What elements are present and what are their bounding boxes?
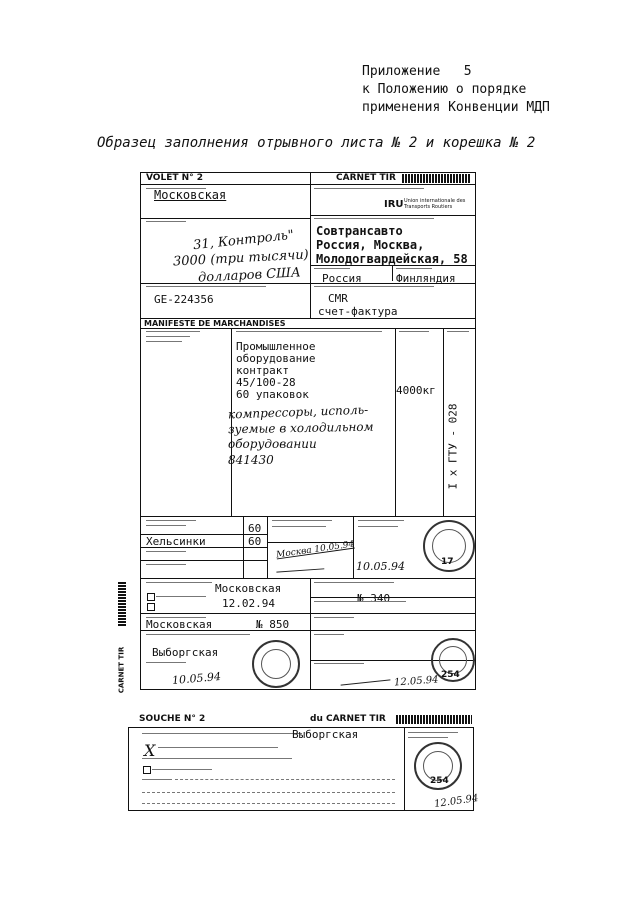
manifest-header: MANIFESTE DE MARCHANDISES	[144, 319, 286, 328]
exit-date-2: 12.05.94	[393, 674, 439, 689]
control-office-2: Московская	[146, 618, 213, 631]
goods-line-2: оборудование	[236, 352, 316, 365]
carnet-number-barcode	[402, 174, 470, 183]
document-title: Образец заполнения отрывного листа № 2 и корешка № 2	[97, 135, 536, 151]
country-departure: Россия	[322, 272, 362, 285]
gross-weight: 4000кг	[396, 384, 436, 397]
exit-date: 10.05.94	[171, 669, 222, 688]
side-barcode	[118, 582, 126, 626]
iru-logo: IRU	[384, 199, 404, 210]
iru-name: Union internationale des Transports Routiers	[404, 198, 466, 210]
signature-date-1: 10.05.94	[356, 560, 405, 573]
amount-line-1: 31, Контроль"	[192, 227, 295, 254]
control-office-1: Московская	[215, 582, 282, 595]
amount-line-2: 3000 (три тысячи)	[172, 247, 310, 270]
vertical-note: I x ГТУ - 028	[446, 403, 460, 490]
appendix-line-3: применения Конвенции МДП	[362, 100, 550, 115]
packages-count: 60	[248, 535, 262, 548]
exit-office: Выборгская	[152, 646, 219, 659]
seal-number: GE-224356	[154, 293, 214, 306]
appendix-line-2: к Положению о порядке	[362, 82, 527, 97]
holder-name: Совтрансавто	[316, 224, 403, 238]
date-signature: Москва 10.05.94	[275, 539, 355, 561]
goods-description-4: 841430	[228, 453, 274, 467]
control-number-1: № 340	[357, 592, 391, 605]
amount-line-3: долларов США	[197, 265, 302, 286]
goods-line-3: контракт	[236, 364, 289, 377]
goods-line-5: 60 упаковок	[236, 388, 309, 401]
stamp-number-1: 17	[441, 557, 454, 567]
carnet-tir-side-label: CARNET TIR	[117, 646, 126, 694]
counterfoil-office: Выборгская	[292, 728, 359, 741]
appendix-line-1: Приложение 5	[362, 64, 472, 79]
country-destination: Финляндия	[396, 272, 456, 285]
stamp-number-3: 254	[441, 670, 460, 680]
control-number-2: № 850	[256, 618, 290, 631]
holder-address-1: Россия, Москва,	[316, 238, 425, 252]
du-carnet-label: du CARNET TIR	[310, 714, 386, 724]
control-date-1: 12.02.94	[222, 597, 275, 610]
volet-label: VOLET N° 2	[146, 173, 204, 183]
carnet-tir-label: CARNET TIR	[336, 173, 396, 183]
goods-description-2: зуемые в холодильном	[227, 419, 374, 437]
total-packages: 60	[248, 522, 262, 535]
counterfoil-stamp-number: 254	[430, 776, 449, 786]
souche-label: SOUCHE N° 2	[139, 714, 206, 724]
goods-line-1: Промышленное	[236, 340, 316, 353]
goods-line-4: 45/100-28	[236, 376, 296, 389]
goods-description-3: оборудовании	[228, 437, 317, 451]
document-cmr: CMR	[328, 292, 348, 305]
counterfoil-barcode	[396, 715, 472, 724]
counterfoil-mark: X	[144, 741, 156, 760]
holder-address-2: Молодогвардейская, 58	[316, 252, 468, 266]
place-helsinki: Хельсинки	[146, 535, 206, 548]
customs-office-departure: Московская	[154, 188, 227, 202]
document-invoice: счет-фактура	[318, 305, 398, 318]
goods-description-1: компрессоры, исполь-	[227, 402, 369, 422]
counterfoil-date: 12.05.94	[433, 792, 480, 811]
